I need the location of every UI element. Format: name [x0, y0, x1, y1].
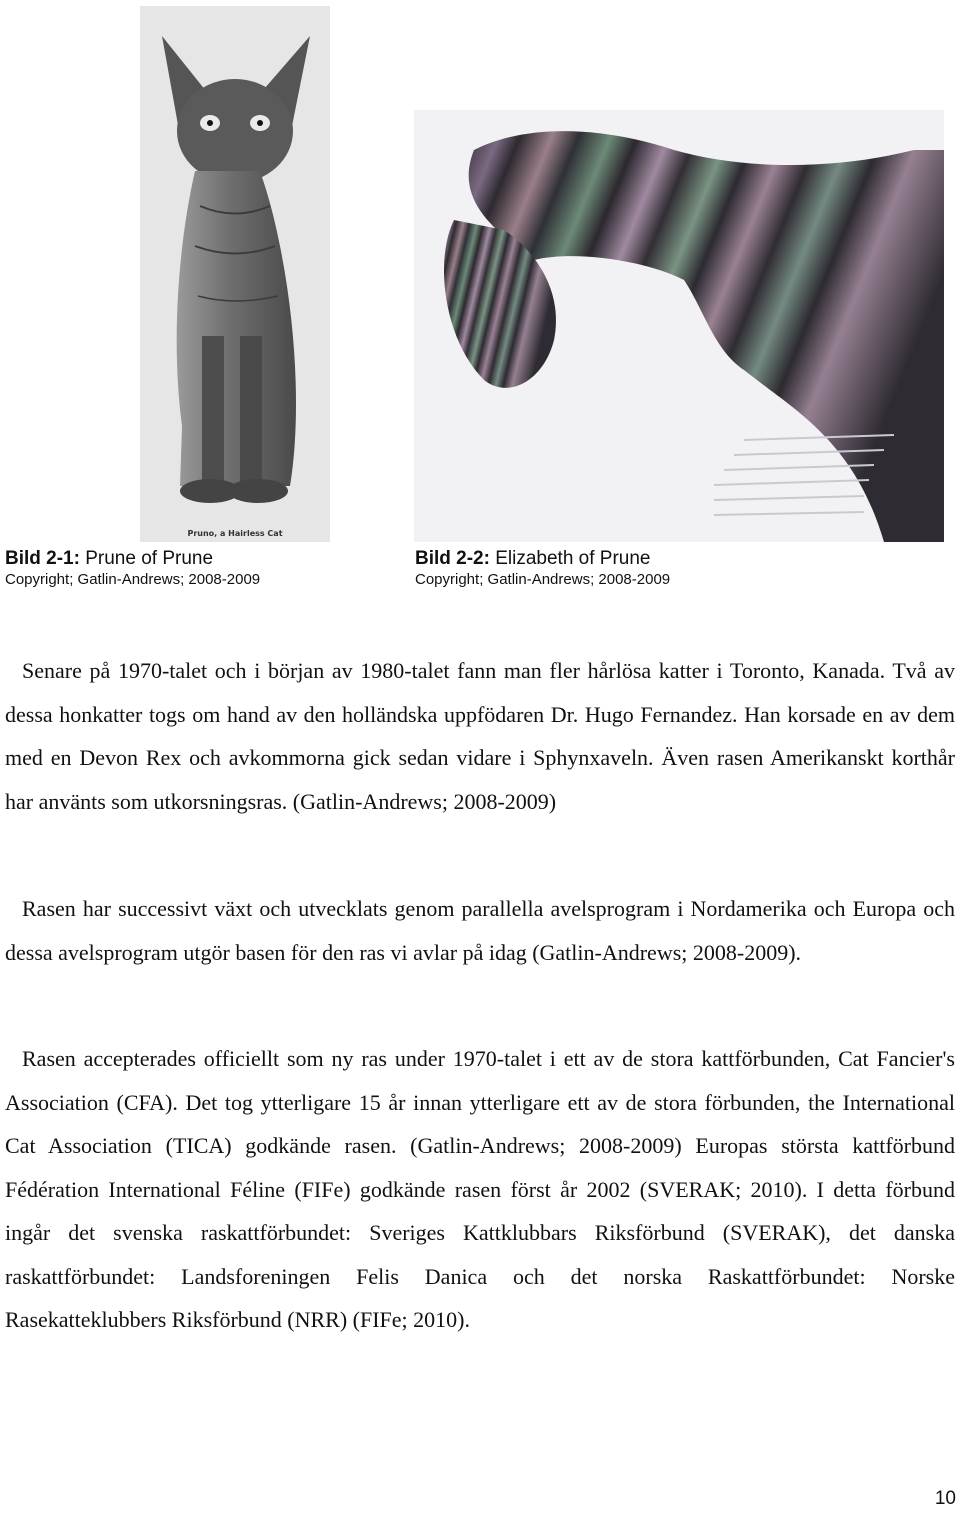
sitting-cat-image — [140, 6, 330, 542]
photo-prune-of-prune — [140, 6, 330, 542]
figure-label-1: Bild 2-1: — [5, 548, 80, 569]
figure-copyright-1: Copyright; Gatlin-Andrews; 2008-2009 — [5, 571, 261, 588]
figure-title-2 — [415, 547, 670, 570]
photo-inline-caption: Pruno, a Hairless Cat — [187, 529, 283, 538]
body-paragraph — [5, 887, 955, 974]
figure-caption-1 — [5, 547, 260, 590]
figure-name-2: Elizabeth of Prune — [495, 548, 651, 569]
paragraph-text: Rasen har successivt växt och utvecklats genom parallella avelsprogram i Nordamerika och Europa och dessa avelsprogram utgör basen för den ras vi avlar på idag (Gatlin-Andrews; 2008-2009). — [5, 896, 955, 965]
body-paragraph — [5, 649, 955, 823]
paragraph-text: Senare på 1970-talet och i början av 1980-talet fann man fler hårlösa katter i Toronto, Kanada. Två av dessa honkatter togs om hand av den holländska uppfödaren Dr. Hugo Fernandez. Han korsade en av dem med en Devon Rex och avkommorna gick sedan vidare i Sphynxaveln. Även rasen Amerikanskt korthår har använts som utkorsningsras. (Gatlin-Andrews; 2008-2009) — [5, 658, 955, 814]
photo-elizabeth-of-prune — [414, 110, 944, 542]
figure-copyright-2: Copyright; Gatlin-Andrews; 2008-2009 — [415, 571, 671, 588]
page-number: 10 — [934, 1488, 956, 1509]
lying-cat-image — [414, 110, 944, 542]
paragraph-text: Rasen accepterades officiellt som ny ras under 1970-talet i ett av de stora kattförbunden, Cat Fancier's Association (CFA). Det tog ytterligare 15 år innan ytterligare ett av de stora förbunden, the International Cat Association (TICA) godkände rasen. (Gatlin-Andrews; 2008-2009) Europas största kattförbund Fédération International Féline (FIFe) godkände rasen först år 2002 (SVERAK; 2010). I detta förbund ingår det svenska raskattförbundet: Sveriges Kattklubbars Riksförbund (SVERAK), det danska raskattförbundet: Landsforeningen Felis Danica och det norska Raskattförbundet: Norske Rasekatteklubbers Riksförbund (NRR) (FIFe; 2010). — [5, 1046, 955, 1332]
figure-name-1: Prune of Prune — [85, 548, 214, 569]
figure-title-1 — [5, 547, 260, 570]
figure-caption-2 — [415, 547, 670, 590]
figure-label-2: Bild 2-2: — [415, 548, 490, 569]
body-paragraph — [5, 1037, 955, 1342]
